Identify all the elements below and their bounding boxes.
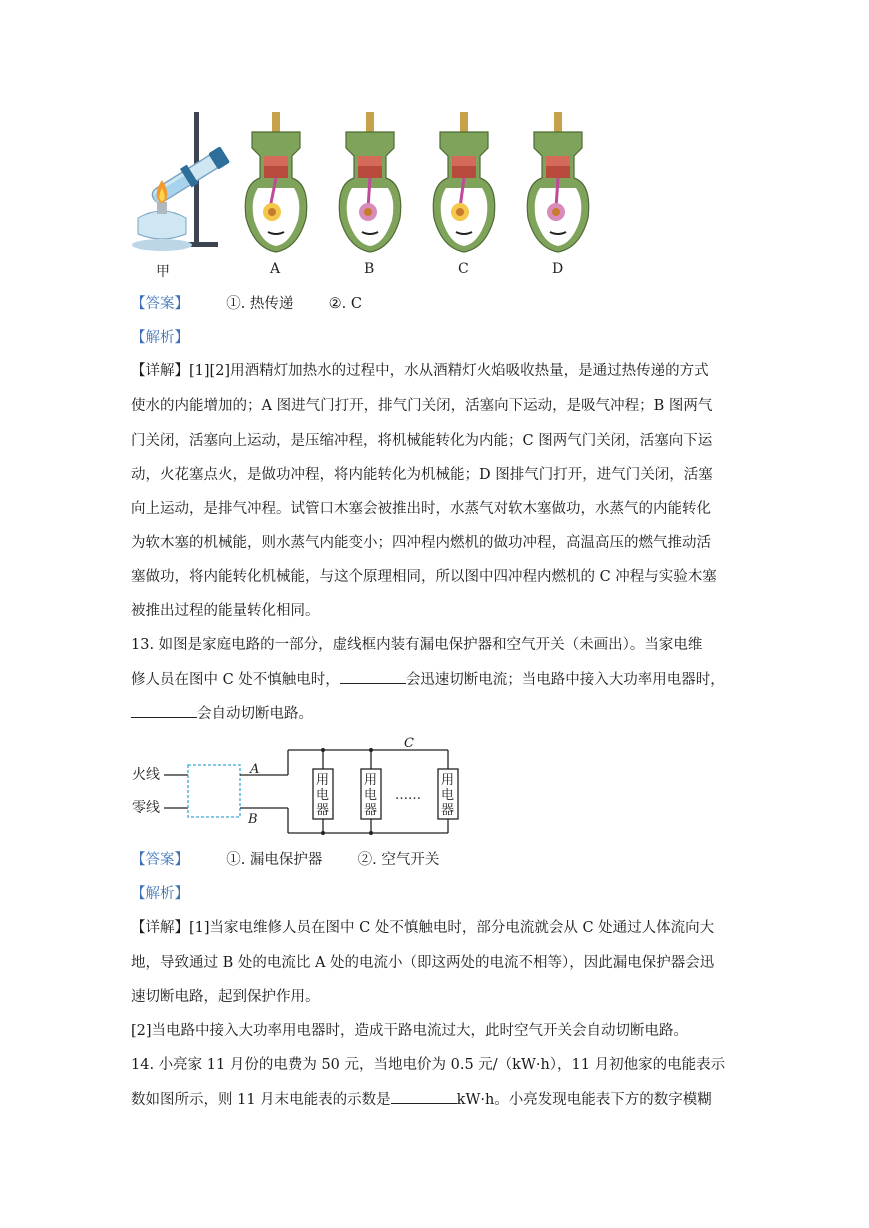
- heating-and-engine-illustration: [128, 108, 612, 286]
- engine-label-a: A: [270, 261, 281, 277]
- q14-text: kW·h。小亮发现电能表下方的数字模糊: [456, 1092, 712, 1108]
- label-jia: 甲: [156, 264, 170, 280]
- q12-detail-line: 动，火花塞点火，是做功冲程，将内能转化为机械能；D 图排气门打开，进气门关闭，活塞: [131, 467, 713, 483]
- q13-question-line: 13. 如图是家庭电路的一部分，虚线框内装有漏电保护器和空气开关（未画出）。当家电维: [131, 637, 703, 653]
- appliance-char: 用: [441, 773, 455, 788]
- q12-detail-line: 门关闭，活塞向上运动，是压缩冲程，将机械能转化为内能；C 图两气门关闭，活塞向下运: [131, 433, 713, 449]
- q12-detail-line: 为软木塞的机械能，则水蒸气内能变小；四冲程内燃机的做功冲程，高温高压的燃气推动活: [131, 535, 711, 551]
- figure-heating-and-engines: [128, 108, 612, 286]
- q12-answer-1: ①. 热传递: [226, 296, 294, 312]
- q13-text: 会自动切断电路。: [197, 706, 313, 722]
- appliance-char: 用: [364, 773, 378, 788]
- fire-line-label: 火线: [132, 767, 160, 783]
- appliance-char: 器: [441, 803, 455, 818]
- q13-answer-line: [131, 850, 439, 870]
- engine-a: [245, 112, 306, 277]
- q13-detail-line: 速切断电路，起到保护作用。: [131, 989, 320, 1005]
- q13-question-line: [131, 703, 313, 724]
- q12-detail-line: 使水的内能增加的；A 图进气门打开，排气门关闭，活塞向下运动，是吸气冲程；B 图两气: [131, 398, 713, 414]
- appliance-char: 电: [364, 788, 378, 803]
- appliance-3: [438, 750, 458, 833]
- appliance-char: 器: [316, 803, 330, 818]
- q13-text: 修人员在图中 C 处不慎触电时，: [131, 672, 340, 688]
- household-circuit: [128, 736, 468, 836]
- q13-detail-line: [2]当电路中接入大功率用电器时，造成干路电流过大，此时空气开关会自动切断电路。: [131, 1023, 689, 1039]
- appliance-char: 用: [316, 773, 330, 788]
- appliance-char: 器: [364, 803, 378, 818]
- q12-answer-line: [131, 294, 362, 314]
- appliance-1: [313, 750, 333, 833]
- appliance-char: 电: [441, 788, 455, 803]
- appliance-2: [361, 750, 381, 833]
- q12-answer-2: ②. C: [328, 296, 362, 312]
- engine-c: [433, 112, 494, 277]
- q12-detail-line: 被推出过程的能量转化相同。: [131, 603, 320, 619]
- q12-answer-tag: 【答案】: [131, 296, 189, 312]
- engine-d: [527, 112, 588, 277]
- q13-question-line: [131, 669, 725, 690]
- point-b-label: B: [248, 812, 258, 827]
- q12-detail-line: 【详解】[1][2]用酒精灯加热水的过程中，水从酒精灯火焰吸收热量，是通过热传递的方式: [131, 363, 709, 379]
- appliance-char: 电: [316, 788, 330, 803]
- zero-line-label: 零线: [132, 800, 160, 816]
- engine-label-b: B: [364, 261, 375, 277]
- engine-b: [339, 112, 400, 277]
- point-c-label: C: [404, 736, 414, 751]
- q13-text: 会迅速切断电流；当电路中接入大功率用电器时，: [405, 672, 725, 688]
- q12-detail-line: 向上运动，是排气冲程。试管口木塞会被推出时，水蒸气对软木塞做功，水蒸气的内能转化: [131, 501, 711, 517]
- q13-detail-line: 地，导致通过 B 处的电流比 A 处的电流小（即这两处的电流不相等），因此漏电保护器会迅: [131, 955, 715, 971]
- engine-label-d: D: [552, 261, 564, 277]
- engine-label-c: C: [458, 261, 469, 277]
- answer-blank: [340, 669, 406, 684]
- q12-detail-line: 塞做功，将内能转化机械能，与这个原理相同，所以图中四冲程内燃机的 C 冲程与实验木塞: [131, 569, 717, 585]
- q14-question-line: [131, 1089, 712, 1110]
- q13-detail-line: 【详解】[1]当家电维修人员在图中 C 处不慎触电时，部分电流就会从 C 处通过人体流向大: [131, 920, 715, 936]
- ellipsis: ……: [395, 788, 421, 803]
- circuit-diagram: [128, 736, 468, 836]
- q13-answer-2: ②. 空气开关: [357, 852, 440, 868]
- answer-blank: [391, 1089, 457, 1104]
- point-a-label: A: [250, 762, 260, 777]
- answer-blank: [131, 703, 197, 718]
- q13-answer-tag: 【答案】: [131, 852, 189, 868]
- q13-analysis-tag: 【解析】: [131, 886, 189, 902]
- q12-analysis-tag: 【解析】: [131, 330, 189, 346]
- q14-text: 数如图所示，则 11 月末电能表的示数是: [131, 1092, 391, 1108]
- protector-box: [188, 765, 240, 817]
- q14-question-line: 14. 小亮家 11 月份的电费为 50 元，当地电价为 0.5 元/（kW·h），11 月初他家的电能表示: [131, 1057, 726, 1073]
- q13-answer-1: ①. 漏电保护器: [226, 852, 323, 868]
